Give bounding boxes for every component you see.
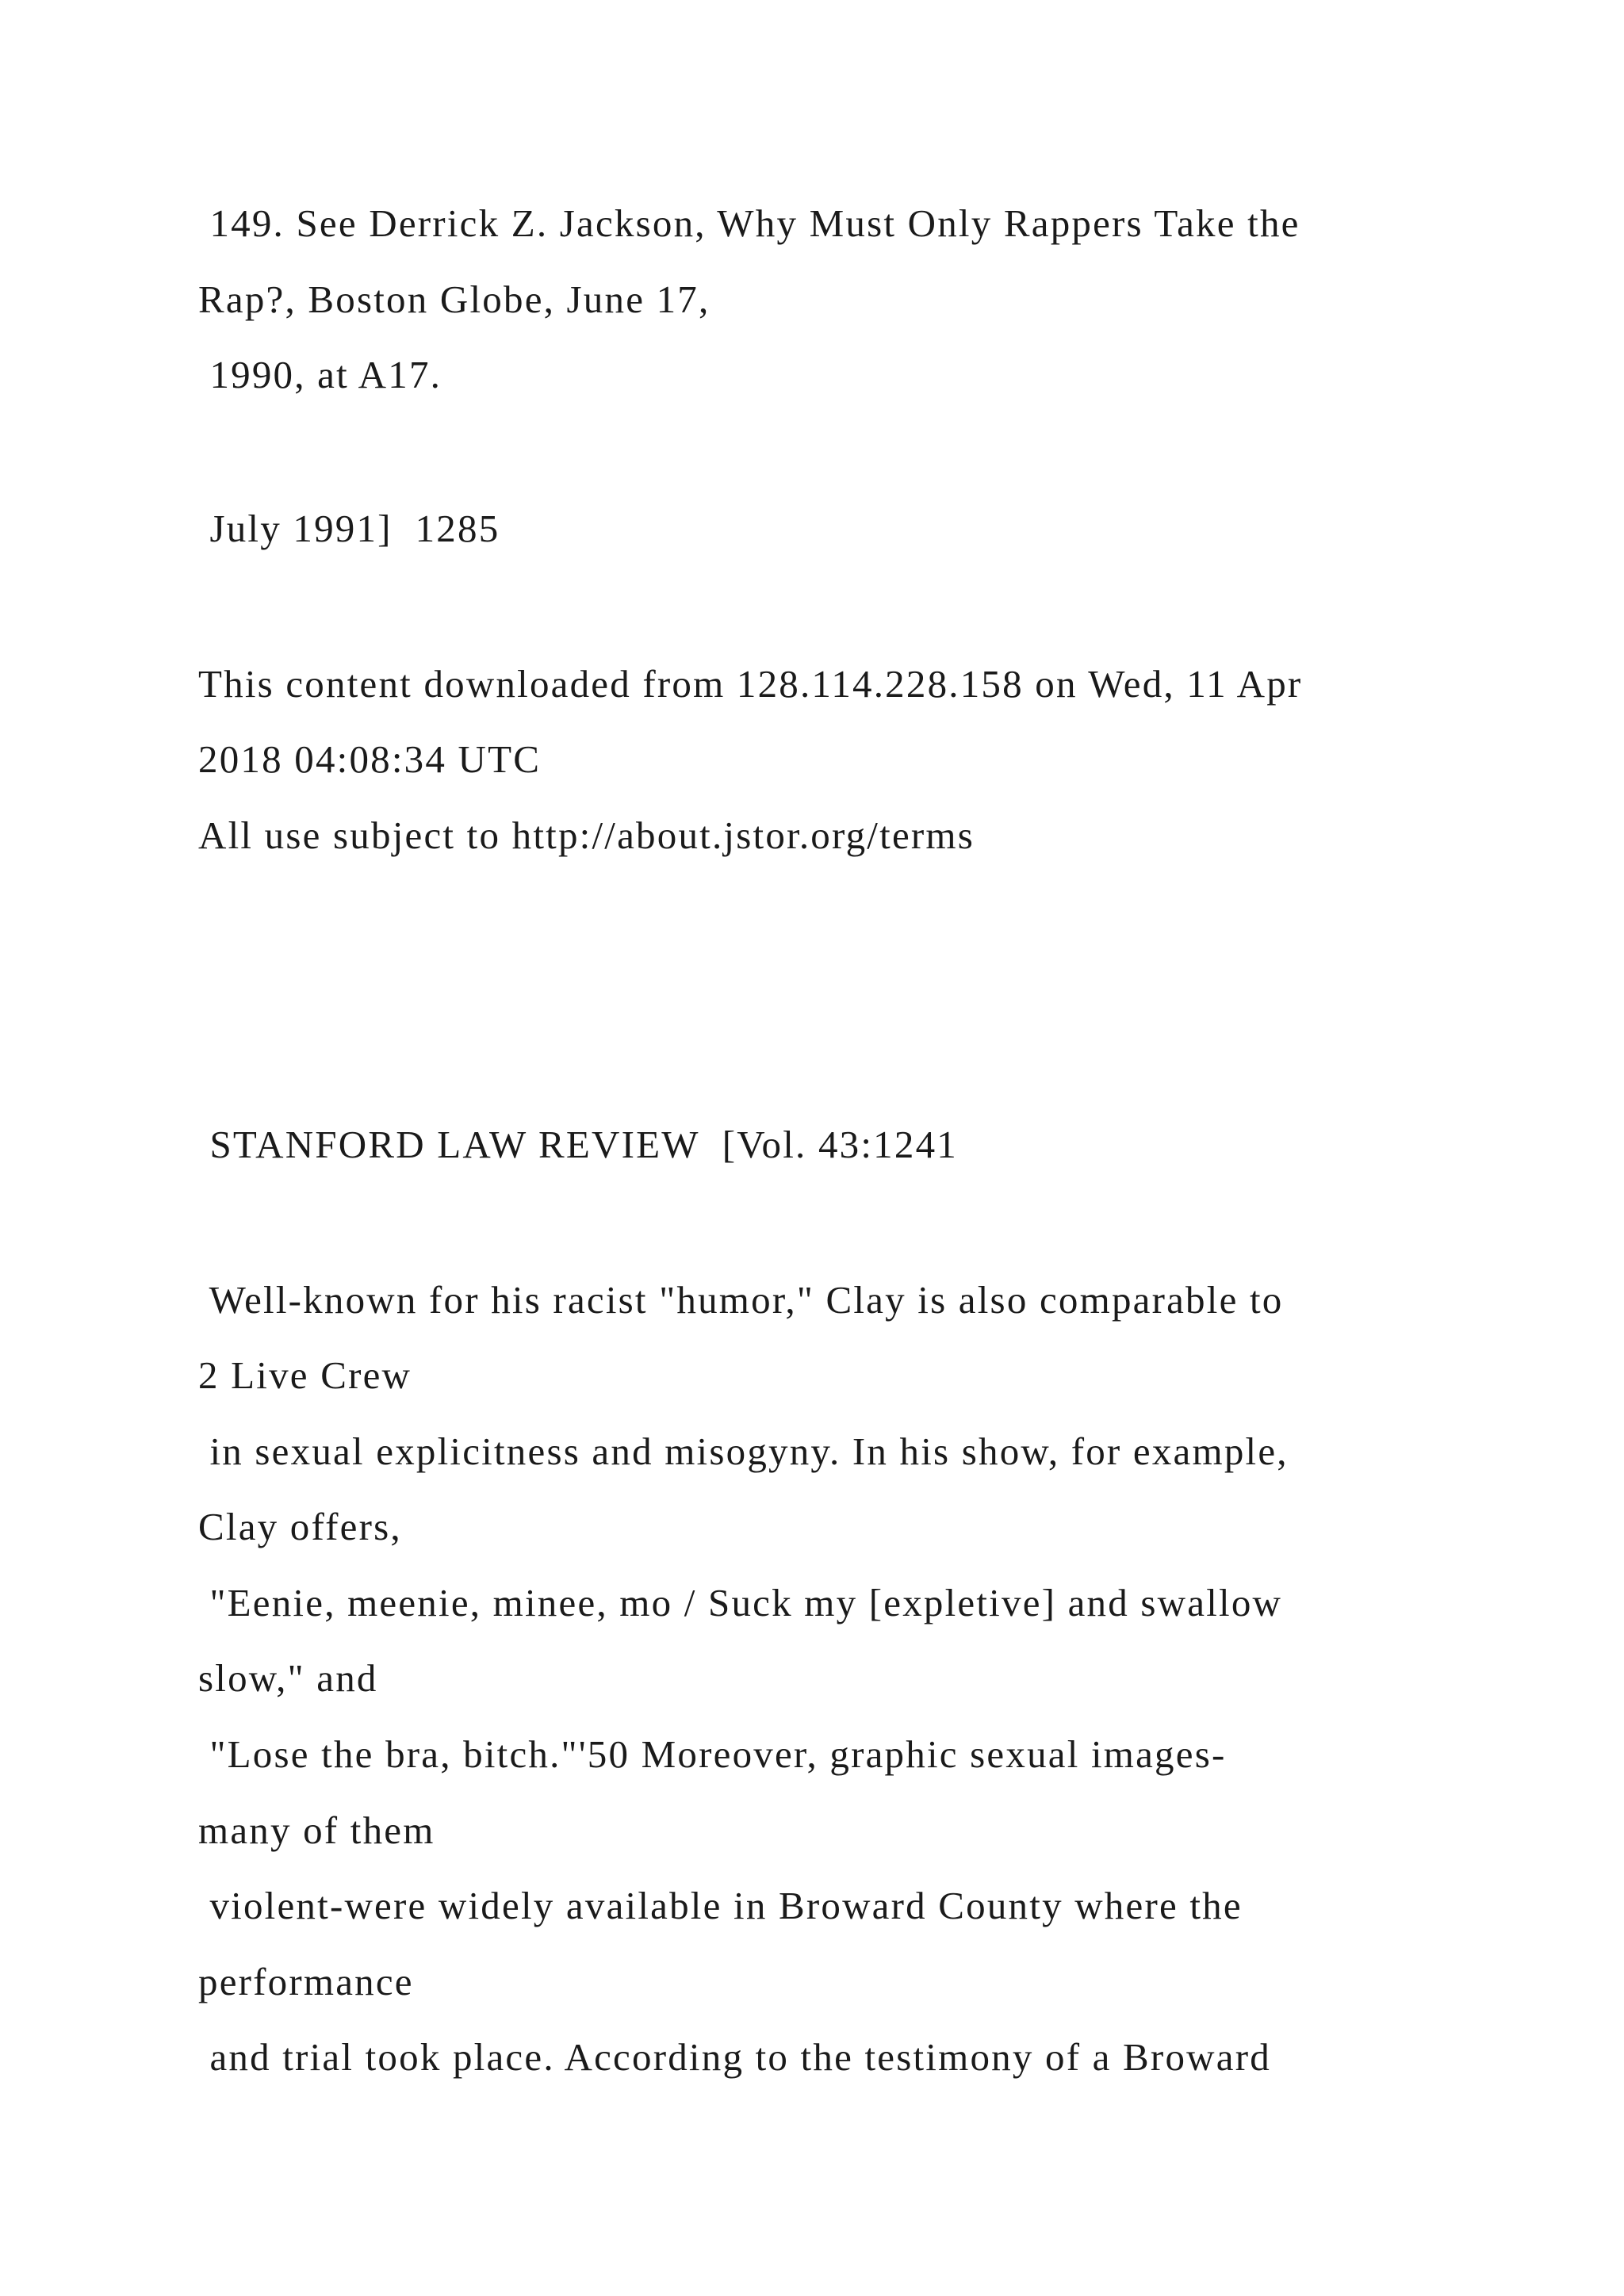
body-line-8: many of them	[198, 1808, 435, 1852]
body-line-6: slow," and	[198, 1656, 378, 1700]
running-header: STANFORD LAW REVIEW [Vol. 43:1241	[198, 1123, 958, 1166]
download-notice-line-1: This content downloaded from 128.114.228.158 on Wed, 11 Apr	[198, 662, 1303, 706]
body-line-1: Well-known for his racist "humor," Clay is also comparable to	[198, 1278, 1284, 1322]
body-line-3: in sexual explicitness and misogyny. In his show, for example,	[198, 1429, 1289, 1473]
footnote-149-line-1: 149. See Derrick Z. Jackson, Why Must Only Rappers Take the	[198, 201, 1300, 245]
footnote-149-line-2: Rap?, Boston Globe, June 17,	[198, 277, 710, 321]
body-line-9: violent-were widely available in Broward County where the	[198, 1884, 1243, 1927]
body-line-10: performance	[198, 1960, 414, 2003]
body-line-7: "Lose the bra, bitch."'50 Moreover, graphic sexual images-	[198, 1732, 1227, 1776]
download-notice-line-2: 2018 04:08:34 UTC	[198, 737, 542, 781]
running-footer: July 1991] 1285	[198, 507, 500, 550]
body-line-2: 2 Live Crew	[198, 1353, 412, 1397]
body-line-4: Clay offers,	[198, 1505, 402, 1548]
body-line-11: and trial took place. According to the testimony of a Broward	[198, 2035, 1271, 2079]
download-notice-line-3: All use subject to http://about.jstor.org/terms	[198, 813, 975, 857]
body-line-5: "Eenie, meenie, minee, mo / Suck my [expletive] and swallow	[198, 1581, 1283, 1624]
footnote-149-line-3: 1990, at A17.	[198, 353, 442, 396]
